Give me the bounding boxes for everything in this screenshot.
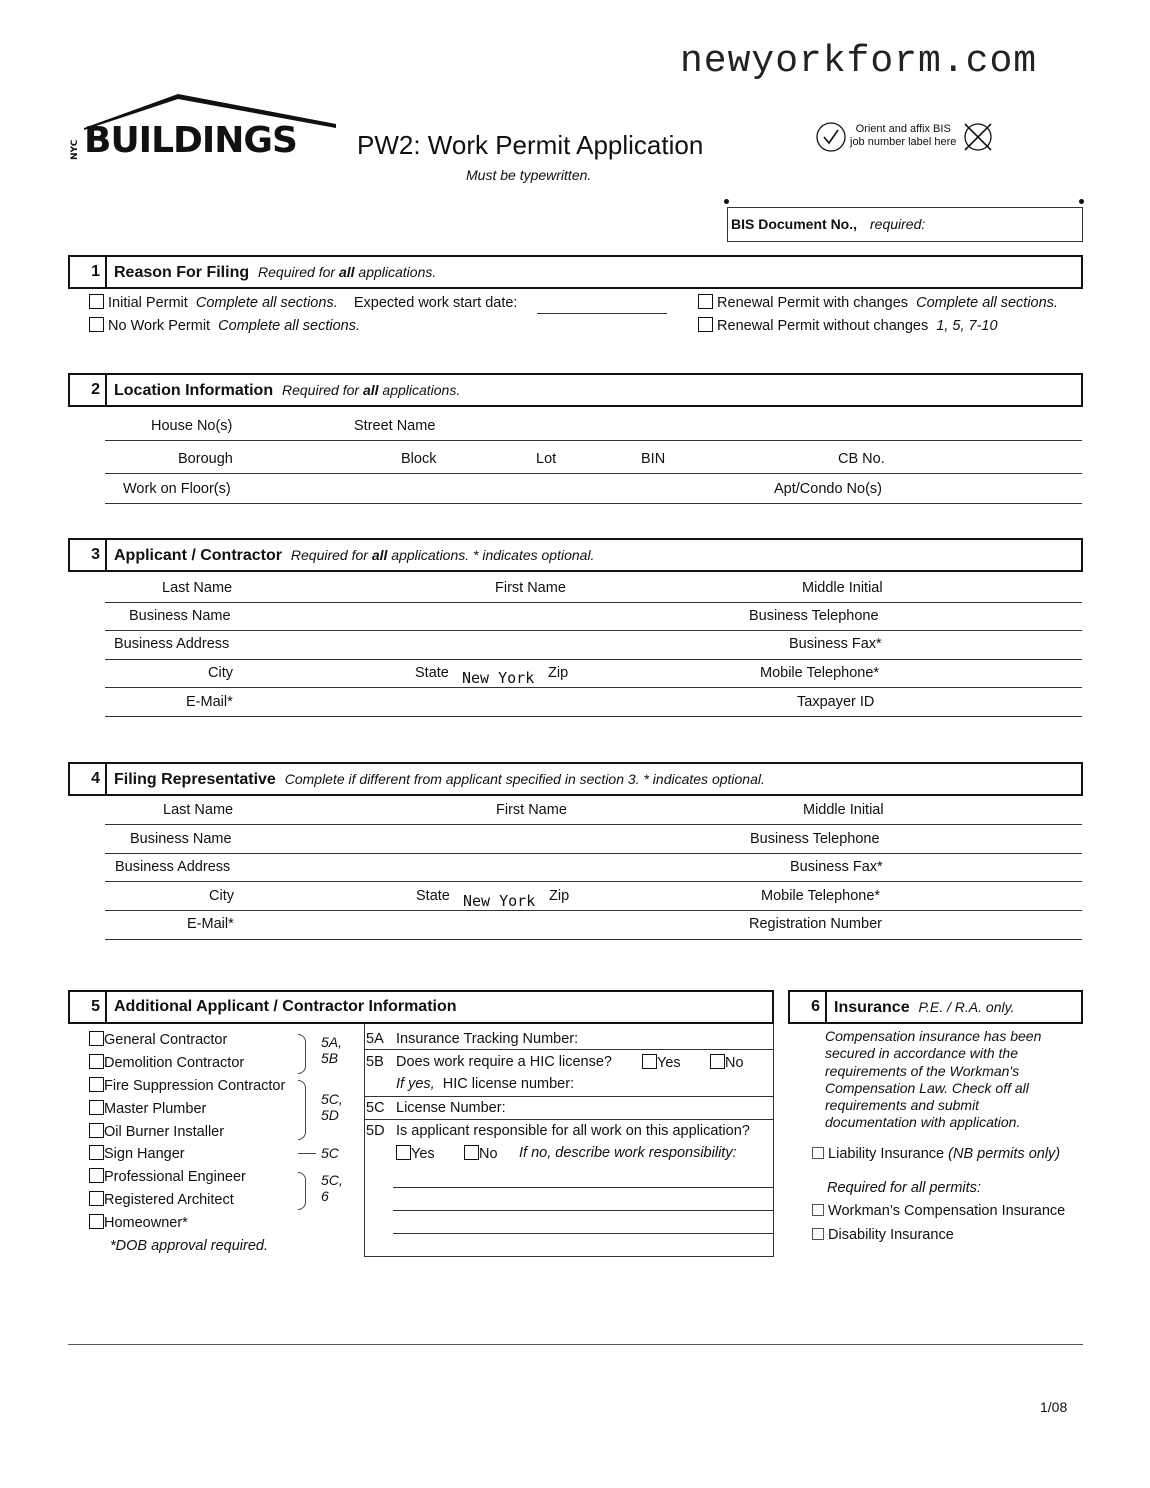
q5c-label: License Number: [396,1100,506,1116]
renewal-no-changes-label: Renewal Permit without changes [717,318,929,334]
business-address-label: Business Address [114,636,230,652]
ref-5c5d-1: 5C, [321,1091,343,1107]
state-label: State [416,888,450,904]
state-value[interactable]: New York [462,669,535,687]
row-divider [364,1119,774,1120]
role-option[interactable] [89,1100,206,1117]
q5c-code: 5C [366,1100,385,1116]
section-number: 2 [70,375,107,405]
yes-label: Yes [411,1146,435,1162]
liability-option[interactable] [812,1146,1060,1162]
role-label: Sign Hanger [104,1146,185,1162]
ref-5c: 5C [321,1145,339,1161]
business-phone-label: Business Telephone [749,608,879,624]
section-6-note: P.E. / R.A. only. [918,999,1015,1015]
section-3-note-pre: Required for [290,547,372,563]
section-title [114,764,765,795]
ref-5c5d-2: 5D [321,1107,339,1123]
compensation-line: Compensation insurance has been [825,1028,1042,1044]
first-name-label: First Name [496,802,567,818]
watermark-text: newyorkform.com [680,40,1038,83]
row-divider [105,824,1082,825]
workmans-checkbox[interactable] [812,1204,824,1216]
no-work-permit-note: Complete all sections. [218,318,360,334]
state-value[interactable]: New York [463,892,536,910]
liability-label: Liability Insurance [828,1146,945,1162]
section-4-title: Filing Representative [114,771,276,788]
no-label: No [479,1146,498,1162]
corner-dot-right [1079,199,1084,204]
section-number: 1 [70,257,107,287]
row-divider [105,881,1082,882]
ref-5a5b-1: 5A, [321,1034,343,1050]
role-option[interactable] [89,1054,244,1071]
work-responsibility-line[interactable] [393,1187,774,1188]
role-checkbox[interactable] [89,1123,104,1138]
section-4-note: Complete if different from applicant specified in section 3. * indicates optional. [284,771,765,787]
business-fax-label: Business Fax* [790,859,883,875]
compensation-line: Compensation Law. Check off all [825,1079,1029,1096]
dash-5c [298,1153,316,1154]
logo-text: BUILDINGS [84,120,297,161]
business-name-label: Business Name [130,831,232,847]
compensation-text [825,1028,1041,1132]
ref-5c6-1: 5C, [321,1172,343,1188]
logo-nyc: NYC [70,139,80,160]
cb-no-label: CB No. [838,451,885,467]
affix-label-line2: job number label here [850,136,957,148]
section-3-header [68,538,1083,572]
cross-circle-icon [962,121,994,153]
section-5-title: Additional Applicant / Contractor Information [114,998,457,1015]
role-label: Master Plumber [104,1101,207,1117]
initial-permit-note: Complete all sections. [195,295,338,311]
affix-label [850,123,956,149]
last-name-label: Last Name [163,802,234,818]
disability-checkbox[interactable] [812,1228,824,1240]
business-phone-label: Business Telephone [750,831,880,847]
role-checkbox[interactable] [89,1054,104,1069]
section-1-note-bold: all [338,264,355,280]
q5b-no-option[interactable] [710,1054,744,1071]
compensation-line: secured in accordance with the [825,1045,1018,1062]
lot-label: Lot [536,451,557,467]
row-divider [105,716,1082,717]
workmans-option[interactable] [812,1203,1065,1219]
section-2-note-post: applications. [378,382,461,398]
section-6-header [788,990,1083,1024]
role-checkbox[interactable] [89,1145,104,1160]
role-checkbox[interactable] [89,1077,104,1092]
renewal-no-changes-checkbox[interactable] [698,317,713,332]
role-checkbox[interactable] [89,1031,104,1046]
checkmark-circle-icon [815,121,847,153]
initial-permit-option[interactable] [89,294,517,311]
section-title [114,257,436,288]
section-4-header [68,762,1083,796]
row-divider [105,687,1082,688]
no-work-permit-option[interactable] [89,317,360,334]
affix-label-line1: Orient and affix BIS [855,123,951,135]
q5b-no-checkbox[interactable] [710,1054,725,1069]
dob-note: *DOB approval required. [110,1238,268,1254]
role-label: General Contractor [104,1032,228,1048]
role-checkbox[interactable] [89,1168,104,1183]
taxpayer-label: Taxpayer ID [797,694,875,710]
q5d-no-option[interactable] [464,1145,498,1162]
borough-label: Borough [178,451,233,467]
q5b-if-yes-text: If yes, [396,1076,435,1092]
role-option[interactable] [89,1214,188,1231]
section-number: 6 [790,992,827,1022]
no-work-permit-checkbox[interactable] [89,317,104,332]
q5d-label: Is applicant responsible for all work on this application? [396,1123,750,1139]
yes-label: Yes [657,1055,681,1071]
row-divider [105,602,1082,603]
corner-dot-left [724,199,729,204]
compensation-line: documentation with application. [825,1114,1021,1131]
section-3-note-post: applications. * indicates optional. [387,547,595,563]
role-option[interactable] [89,1077,285,1094]
q5b-label: Does work require a HIC license? [396,1054,612,1070]
email-label: E-Mail* [187,916,234,932]
no-work-permit-label: No Work Permit [108,318,211,334]
work-responsibility-line[interactable] [393,1233,774,1234]
city-label: City [208,665,233,681]
row-divider [105,473,1082,474]
row-divider [105,659,1082,660]
expected-start-label: Expected work start date: [353,295,518,311]
bis-doc-field[interactable] [727,207,1083,242]
role-label: Demolition Contractor [104,1055,245,1071]
bis-doc-note: required: [870,216,926,232]
q5b-hic-label: HIC license number: [442,1076,575,1092]
role-option[interactable] [89,1168,246,1185]
workmans-label: Workman’s Compensation Insurance [828,1203,1066,1219]
renewal-no-changes-option[interactable] [698,317,998,334]
row-divider [105,853,1082,854]
registration-label: Registration Number [749,916,882,932]
row-divider [105,910,1082,911]
compensation-line: requirements and submit [825,1097,980,1114]
apt-condo-label: Apt/Condo No(s) [774,481,882,497]
state-label: State [415,665,449,681]
liability-note: (NB permits only) [948,1146,1061,1162]
block-label: Block [401,451,437,467]
section-2-header [68,373,1083,407]
q5d-yes-checkbox[interactable] [396,1145,411,1160]
business-fax-label: Business Fax* [789,636,882,652]
compensation-line: requirements of the Workman's [825,1062,1020,1079]
row-divider [105,440,1082,441]
required-all-note: Required for all permits: [827,1180,981,1196]
role-option[interactable] [89,1145,185,1162]
initial-permit-checkbox[interactable] [89,294,104,309]
section-2-note-pre: Required for [282,382,363,398]
form-subtitle: Must be typewritten. [466,167,592,183]
section-6-title: Insurance [834,999,910,1016]
no-label: No [725,1055,744,1071]
q5d-if-no: If no, describe work responsibility: [519,1145,737,1161]
section-5-header [68,990,774,1024]
work-floor-label: Work on Floor(s) [123,481,231,497]
expected-start-field[interactable] [537,313,667,314]
row-divider [364,1096,774,1097]
row-divider [105,939,1082,940]
section-number: 5 [70,992,107,1022]
business-address-label: Business Address [115,859,231,875]
role-label: Registered Architect [104,1192,234,1208]
middle-initial-label: Middle Initial [802,580,883,596]
bin-label: BIN [641,451,666,467]
q5b-yes-checkbox[interactable] [642,1054,657,1069]
role-option[interactable] [89,1123,224,1140]
role-checkbox[interactable] [89,1100,104,1115]
q5d-yes-option[interactable] [396,1145,435,1162]
form-version: 1/08 [1040,1399,1068,1415]
business-name-label: Business Name [129,608,231,624]
section-number: 3 [70,540,107,570]
house-no-label: House No(s) [151,418,233,434]
bis-doc-label: BIS Document No., [731,216,858,232]
role-label: Homeowner* [104,1215,188,1231]
row-divider [105,630,1082,631]
q5a-label: Insurance Tracking Number: [396,1031,579,1047]
initial-permit-label: Initial Permit [108,295,188,311]
work-responsibility-line[interactable] [393,1210,774,1211]
mobile-label: Mobile Telephone* [761,888,881,904]
section-2-note-bold: all [362,382,379,398]
renewal-changes-note: Complete all sections. [916,295,1058,311]
role-label: Professional Engineer [104,1169,246,1185]
renewal-changes-option[interactable] [698,294,1058,311]
role-label: Fire Suppression Contractor [104,1078,286,1094]
role-checkbox[interactable] [89,1214,104,1229]
renewal-no-changes-note: 1, 5, 7-10 [936,318,998,334]
role-option[interactable] [89,1031,227,1048]
liability-checkbox[interactable] [812,1147,824,1159]
section-1-header [68,255,1083,289]
disability-label: Disability Insurance [828,1227,954,1243]
zip-label: Zip [548,665,569,681]
q5a-code: 5A [366,1031,384,1047]
section-3-note-bold: all [371,547,388,563]
ref-5a5b-2: 5B [321,1050,339,1066]
email-label: E-Mail* [186,694,233,710]
q5b-if-yes [396,1076,574,1092]
section-number: 4 [70,764,107,794]
section-1-title: Reason For Filing [114,264,250,281]
form-title: PW2: Work Permit Application [357,130,704,160]
section-title [834,992,1014,1023]
role-option[interactable] [89,1191,234,1208]
first-name-label: First Name [495,580,566,596]
q5b-yes-option[interactable] [642,1054,681,1071]
last-name-label: Last Name [162,580,233,596]
section-1-note-pre: Required for [258,264,339,280]
brace-5c5d [298,1080,306,1140]
section-title [114,540,594,571]
section-title [114,375,460,406]
mobile-label: Mobile Telephone* [760,665,880,681]
disability-option[interactable] [812,1227,954,1243]
renewal-changes-label: Renewal Permit with changes [717,295,909,311]
section-1-note-post: applications. [354,264,437,280]
renewal-changes-checkbox[interactable] [698,294,713,309]
brace-5c6 [298,1172,306,1210]
row-divider [364,1049,774,1050]
zip-label: Zip [549,888,570,904]
section-2-title: Location Information [114,382,274,399]
street-name-label: Street Name [354,418,436,434]
footer-divider [68,1344,1083,1345]
city-label: City [209,888,234,904]
middle-initial-label: Middle Initial [803,802,884,818]
q5d-code: 5D [366,1123,385,1139]
row-divider [105,503,1082,504]
q5b-code: 5B [366,1054,384,1070]
role-label: Oil Burner Installer [104,1124,225,1140]
ref-5c6-2: 6 [321,1188,329,1204]
section-3-title: Applicant / Contractor [114,547,283,564]
q5d-no-checkbox[interactable] [464,1145,479,1160]
brace-5a5b [298,1034,306,1074]
role-checkbox[interactable] [89,1191,104,1206]
